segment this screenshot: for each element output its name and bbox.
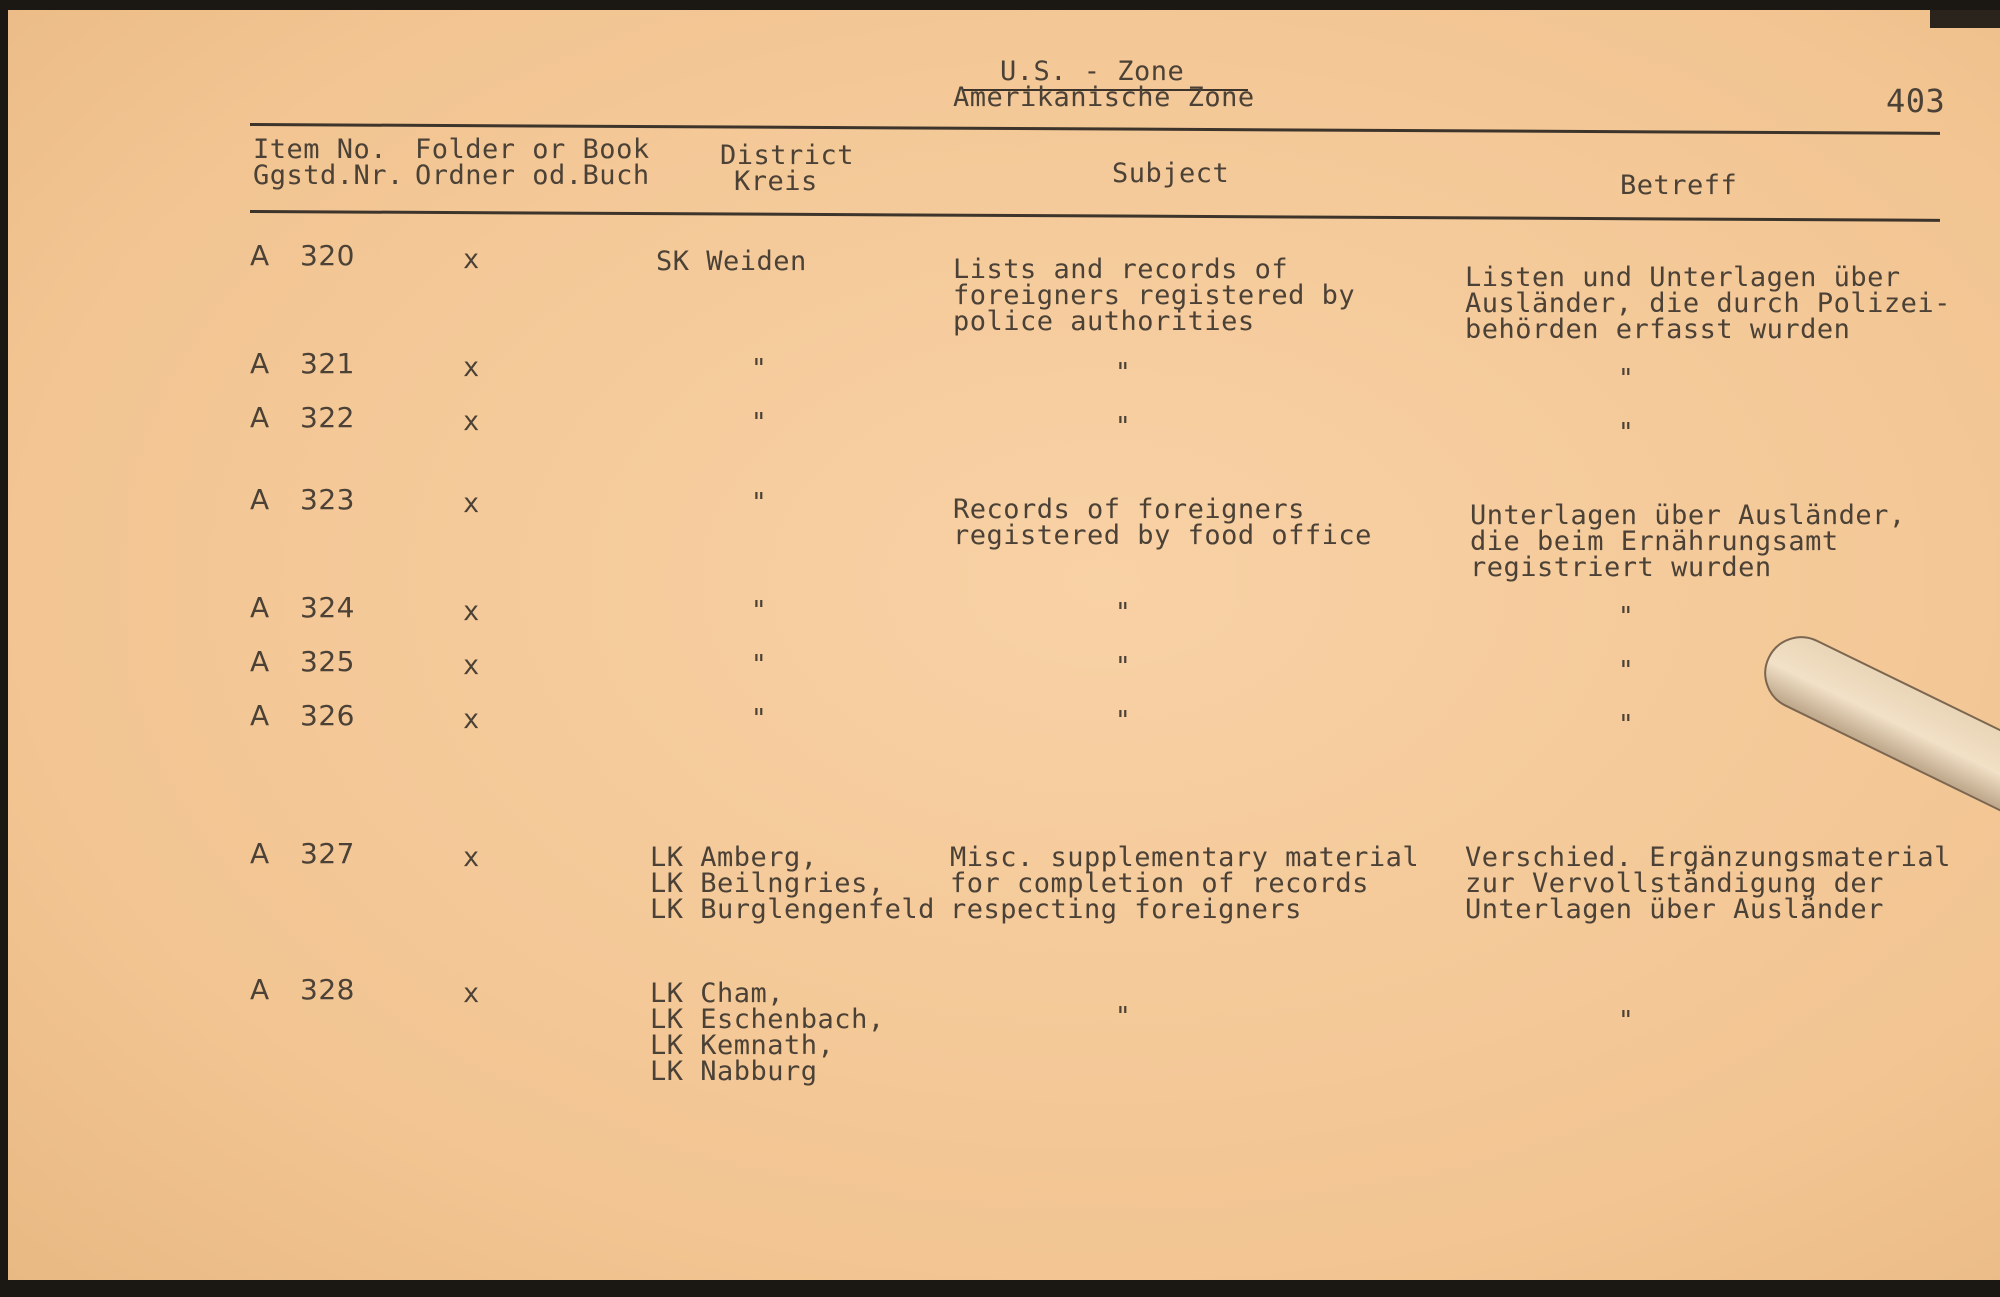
item-number: 322 (300, 401, 355, 434)
page-corner (1930, 10, 2000, 28)
subject-line: for completion of records (950, 868, 1369, 899)
col-district-en: District (720, 140, 855, 171)
betreff-line: Ausländer, die durch Polizei- (1465, 288, 1951, 319)
folder-mark: x (463, 244, 480, 275)
district-line: LK Amberg, (650, 842, 818, 873)
item-prefix: A (250, 401, 270, 434)
col-folder-en: Folder or Book (415, 134, 650, 165)
folder-mark: x (463, 352, 480, 383)
subject-ditto: " (1115, 1002, 1131, 1032)
item-prefix: A (250, 483, 270, 516)
item-number: 328 (300, 973, 355, 1006)
item-number: 325 (300, 645, 355, 678)
betreff-line: die beim Ernährungsamt (1470, 526, 1839, 557)
tweezers-tool (1752, 624, 2000, 833)
col-subject: Subject (1112, 158, 1230, 189)
betreff-ditto: " (1618, 602, 1634, 632)
subject-line: Misc. supplementary material (950, 842, 1420, 873)
betreff-ditto: " (1618, 418, 1634, 448)
subject-ditto: " (1115, 652, 1131, 682)
district-ditto: " (751, 704, 767, 734)
folder-mark: x (463, 650, 480, 681)
item-number: 327 (300, 837, 355, 870)
folder-mark: x (463, 596, 480, 627)
item-prefix: A (250, 699, 270, 732)
subject-ditto: " (1115, 598, 1131, 628)
document-page (8, 10, 2000, 1280)
betreff-line: Listen und Unterlagen über (1465, 262, 1901, 293)
folder-mark: x (463, 488, 480, 519)
district-line: SK Weiden (656, 246, 807, 277)
col-betreff: Betreff (1620, 170, 1738, 201)
district-line: LK Beilngries, (650, 868, 885, 899)
item-prefix: A (250, 591, 270, 624)
item-number: 326 (300, 699, 355, 732)
item-number: 324 (300, 591, 355, 624)
subject-line: police authorities (953, 306, 1255, 337)
district-line: LK Kemnath, (650, 1030, 835, 1061)
col-district-de: Kreis (734, 166, 818, 197)
betreff-ditto: " (1618, 710, 1634, 740)
folder-mark: x (463, 978, 480, 1009)
col-item-en: Item No. (253, 134, 388, 165)
subject-line: respecting foreigners (950, 894, 1302, 925)
subject-ditto: " (1115, 706, 1131, 736)
district-ditto: " (751, 354, 767, 384)
district-ditto: " (751, 488, 767, 518)
betreff-line: registriert wurden (1470, 552, 1772, 583)
item-prefix: A (250, 837, 270, 870)
folder-mark: x (463, 406, 480, 437)
subject-ditto: " (1115, 358, 1131, 388)
item-prefix: A (250, 645, 270, 678)
district-ditto: " (751, 408, 767, 438)
betreff-line: behörden erfasst wurden (1465, 314, 1851, 345)
district-line: LK Nabburg (650, 1056, 818, 1087)
district-ditto: " (751, 650, 767, 680)
item-number: 323 (300, 483, 355, 516)
district-line: LK Cham, (650, 978, 785, 1009)
betreff-ditto: " (1618, 1006, 1634, 1036)
item-number: 321 (300, 347, 355, 380)
betreff-ditto: " (1618, 364, 1634, 394)
item-prefix: A (250, 347, 270, 380)
betreff-ditto: " (1618, 656, 1634, 686)
header-bottom-rule (250, 210, 1940, 222)
col-item-de: Ggstd.Nr. (253, 160, 404, 191)
zone-title-de: Amerikanische Zone (953, 82, 1255, 113)
betreff-line: Unterlagen über Ausländer, (1470, 500, 1906, 531)
district-line: LK Burglengenfeld (650, 894, 935, 925)
subject-line: Records of foreigners (953, 494, 1305, 525)
subject-line: registered by food office (953, 520, 1372, 551)
item-number: 320 (300, 239, 355, 272)
folder-mark: x (463, 842, 480, 873)
betreff-line: Unterlagen über Ausländer (1465, 894, 1884, 925)
district-ditto: " (751, 596, 767, 626)
district-line: LK Eschenbach, (650, 1004, 885, 1035)
item-prefix: A (250, 973, 270, 1006)
folder-mark: x (463, 704, 480, 735)
zone-title-en: U.S. - Zone (1000, 56, 1185, 87)
subject-line: Lists and records of (953, 254, 1289, 285)
subject-ditto: " (1115, 412, 1131, 442)
page-number: 403 (1886, 82, 1946, 120)
item-prefix: A (250, 239, 270, 272)
subject-line: foreigners registered by (953, 280, 1356, 311)
betreff-line: zur Vervollständigung der (1465, 868, 1884, 899)
betreff-line: Verschied. Ergänzungsmaterial (1465, 842, 1951, 873)
col-folder-de: Ordner od.Buch (415, 160, 650, 191)
